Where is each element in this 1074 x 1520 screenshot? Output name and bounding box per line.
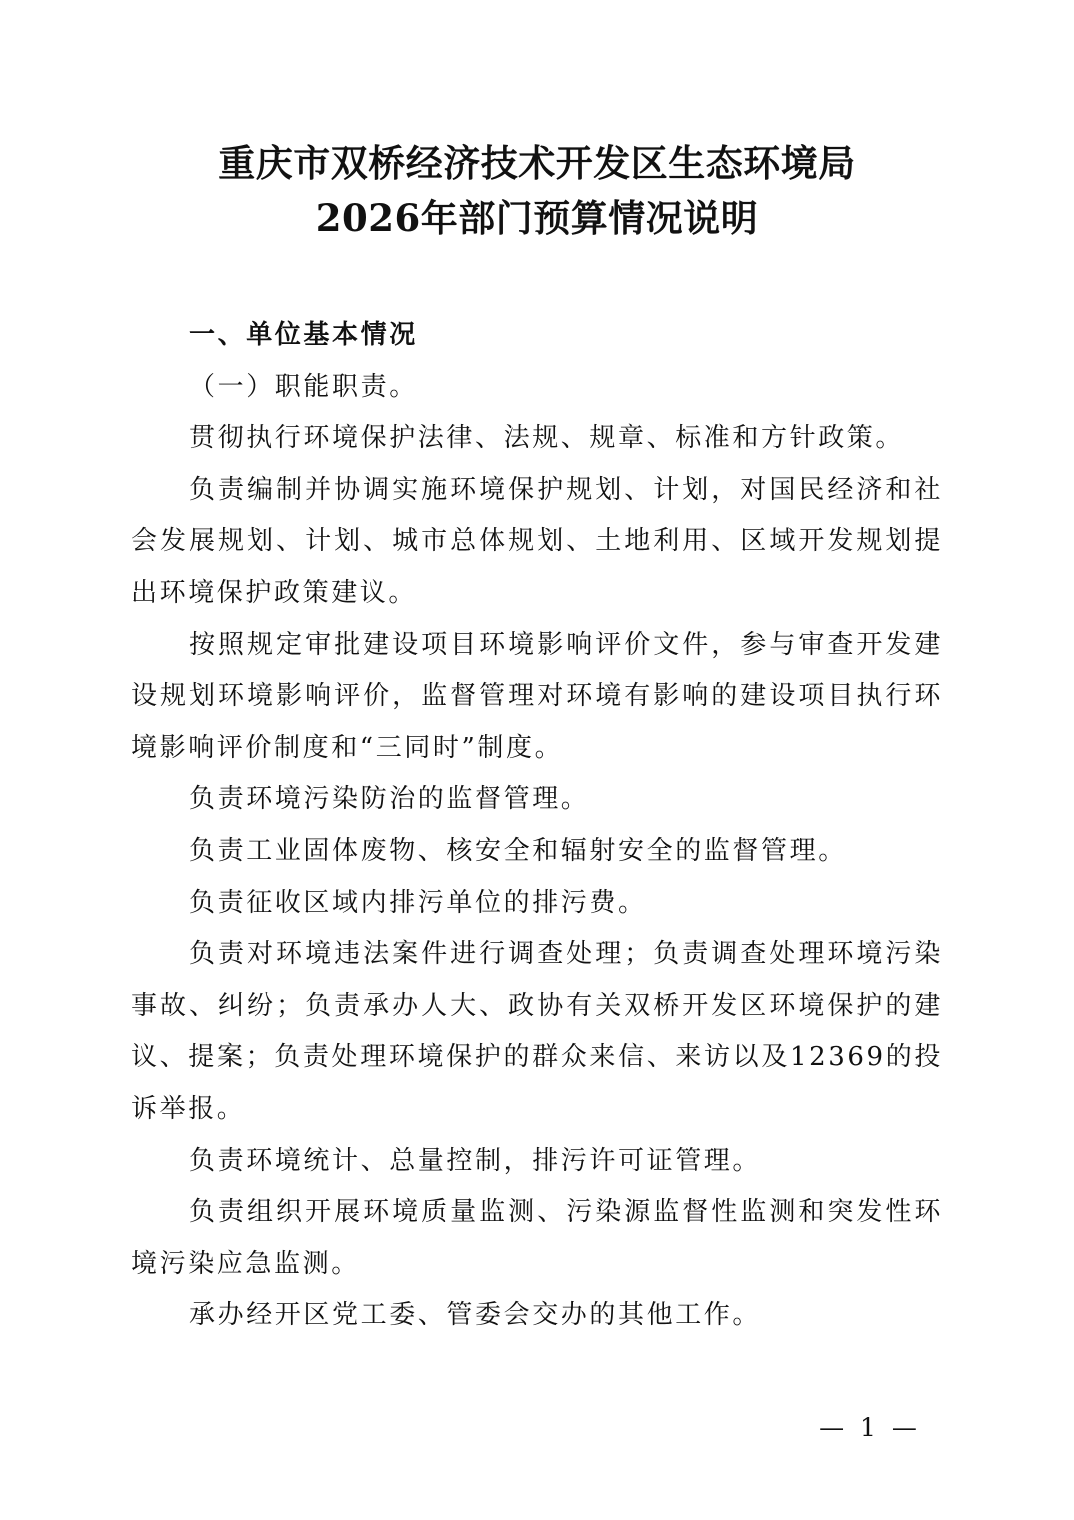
document-title-line-1: 重庆市双桥经济技术开发区生态环境局 bbox=[218, 141, 856, 185]
paragraph: 负责编制并协调实施环境保护规划、计划，对国民经济和社会发展规划、计划、城市总体规划、土地利用、区域开发规划提出环境保护政策建议。 bbox=[131, 474, 943, 608]
paragraph: 承办经开区党工委、管委会交办的其他工作。 bbox=[189, 1300, 762, 1331]
paragraph: 按照规定审批建设项目环境影响评价文件，参与审查开发建设规划环境影响评价，监督管理对环境有影响的建设项目执行环境影响评价制度和“三同时”制度。 bbox=[131, 629, 943, 763]
paragraph: 负责工业固体废物、核安全和辐射安全的监督管理。 bbox=[189, 835, 847, 866]
paragraph: 负责对环境违法案件进行调查处理；负责调查处理环境污染事故、纠纷；负责承办人大、政协有关双桥开发区环境保护的建议、提案；负责处理环境保护的群众来信、来访以及12369的投诉举报。 bbox=[131, 939, 943, 1124]
subsection-heading: （一）职能职责。 bbox=[189, 371, 418, 402]
paragraph: 负责环境统计、总量控制，排污许可证管理。 bbox=[189, 1145, 762, 1176]
paragraph: 负责征收区域内排污单位的排污费。 bbox=[189, 887, 647, 918]
paragraph: 负责环境污染防治的监督管理。 bbox=[189, 784, 590, 815]
section-heading: 一、单位基本情况 bbox=[189, 320, 418, 350]
page-number: — 1 — bbox=[819, 1413, 921, 1442]
document-body bbox=[131, 310, 943, 1342]
paragraph: 负责组织开展环境质量监测、污染源监督性监测和突发性环境污染应急监测。 bbox=[131, 1197, 943, 1279]
document-title-line-2: 2026年部门预算情况说明 bbox=[315, 196, 759, 240]
paragraph: 贯彻执行环境保护法律、法规、规章、标准和方针政策。 bbox=[189, 423, 905, 454]
